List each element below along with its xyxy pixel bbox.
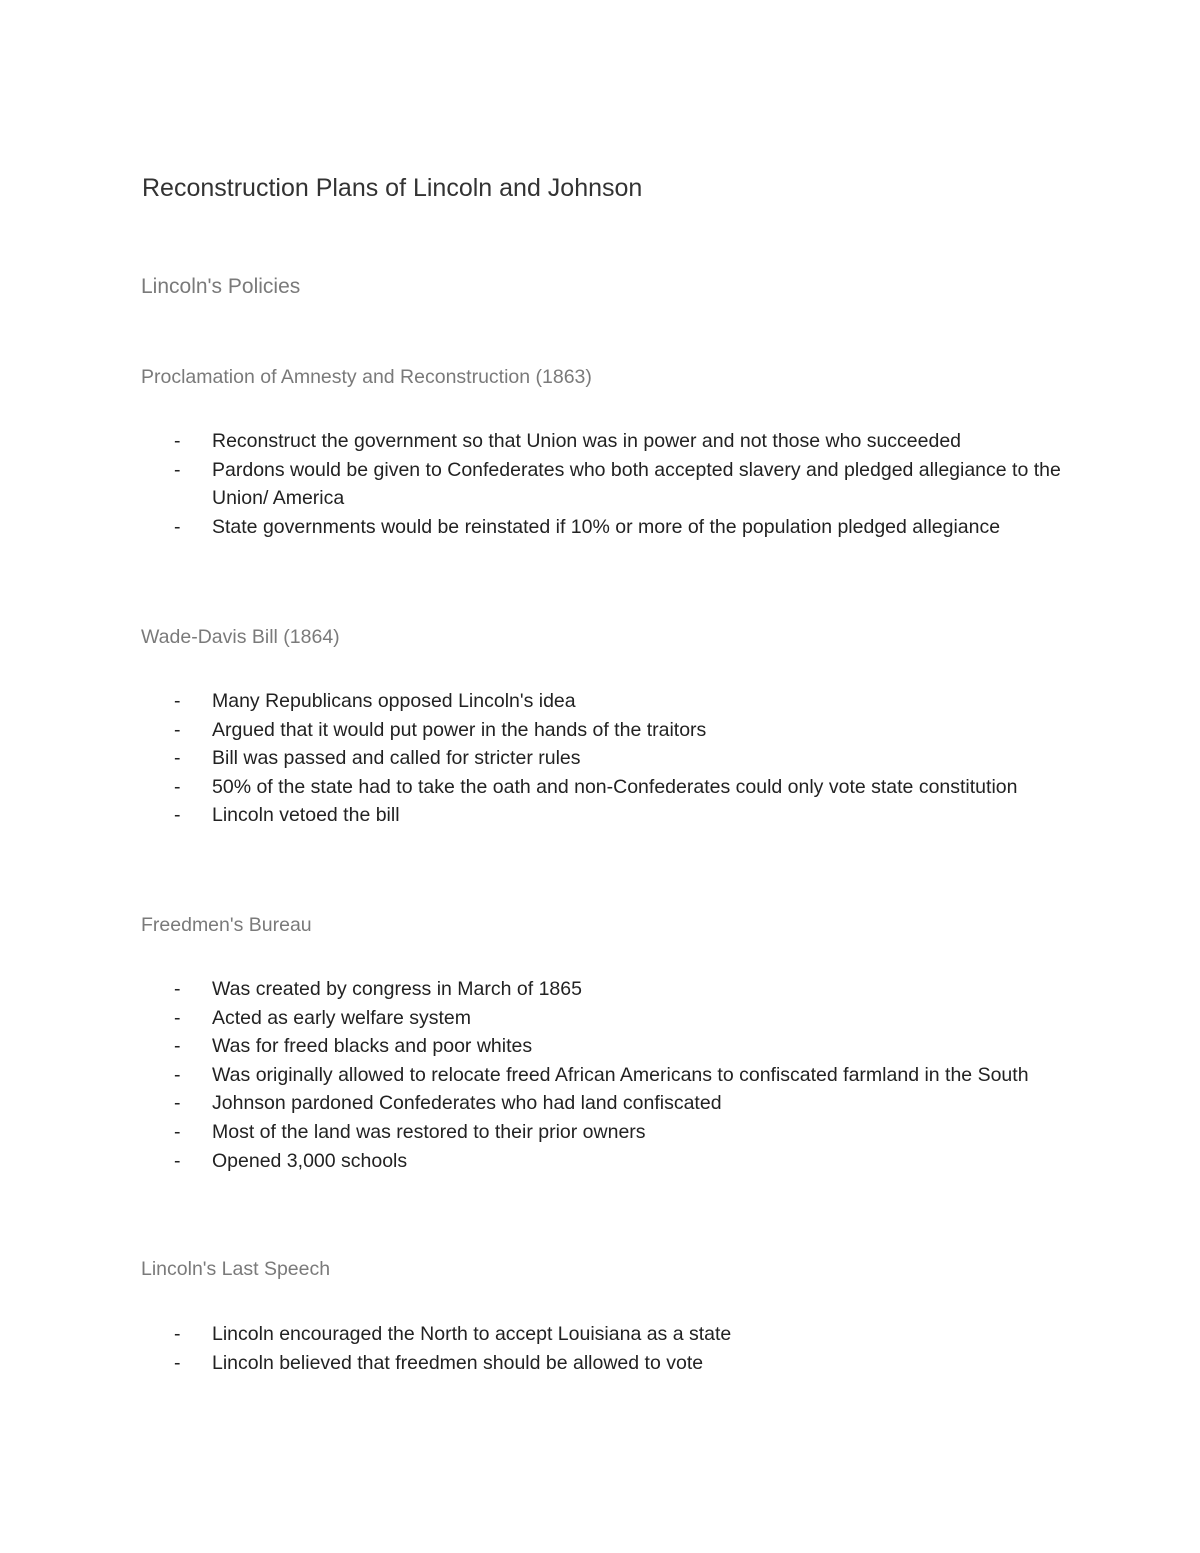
- list-item-text: Reconstruct the government so that Union was in power and not those who succeeded: [212, 430, 962, 452]
- bullet-list-freedmens-bureau: [0, 975, 1072, 1175]
- list-item: [0, 1118, 1072, 1147]
- list-item-text: Lincoln believed that freedmen should be allowed to vote: [212, 1351, 704, 1374]
- list-item: [0, 1032, 1072, 1061]
- bullet-dash: -: [174, 804, 181, 827]
- list-item-text: Was originally allowed to relocate freed African Americans to confiscated farmland in the South: [212, 1063, 1029, 1086]
- list-item: [0, 1089, 1072, 1118]
- list-item-text: Johnson pardoned Confederates who had land confiscated: [212, 1092, 722, 1115]
- bullet-dash: -: [174, 690, 181, 712]
- list-item: [0, 456, 1072, 513]
- document-title: Reconstruction Plans of Lincoln and Johnson: [142, 174, 643, 202]
- list-item-text: Acted as early welfare system: [212, 1006, 472, 1029]
- list-item: [0, 1061, 1072, 1090]
- section-subtitle: Lincoln's Policies: [141, 275, 301, 298]
- bullet-list-wade-davis: [0, 687, 1072, 830]
- list-item-text: Was for freed blacks and poor whites: [212, 1035, 533, 1058]
- bullet-list-last-speech: [0, 1320, 1072, 1377]
- bullet-dash: -: [174, 747, 181, 770]
- list-item: [0, 1320, 1072, 1349]
- list-item: [0, 1349, 1072, 1378]
- bullet-dash: -: [174, 1323, 181, 1345]
- list-item-text: Many Republicans opposed Lincoln's idea: [212, 690, 576, 712]
- list-item-text: Opened 3,000 schools: [212, 1149, 408, 1172]
- list-item-text: Most of the land was restored to their prior owners: [212, 1120, 646, 1143]
- list-item-text: 50% of the state had to take the oath and non-Confederates could only vote state constitution: [212, 775, 1018, 798]
- list-item: [0, 975, 1072, 1004]
- list-item: [0, 427, 1072, 456]
- bullet-dash: -: [174, 515, 181, 538]
- bullet-dash: -: [174, 1035, 181, 1058]
- bullet-dash: -: [174, 458, 181, 481]
- list-item: [0, 513, 1072, 542]
- section-heading-freedmens-bureau: Freedmen's Bureau: [141, 914, 312, 936]
- bullet-dash: -: [174, 775, 181, 798]
- list-item-text: Bill was passed and called for stricter rules: [212, 747, 581, 770]
- list-item: [0, 773, 1072, 802]
- bullet-list-proclamation: [0, 427, 1072, 541]
- bullet-dash: -: [174, 1149, 181, 1172]
- bullet-dash: -: [174, 1120, 181, 1143]
- list-item: [0, 801, 1072, 830]
- bullet-dash: -: [174, 1006, 181, 1029]
- section-heading-proclamation: Proclamation of Amnesty and Reconstruction (1863): [141, 366, 592, 388]
- bullet-dash: -: [174, 978, 181, 1000]
- bullet-dash: -: [174, 430, 181, 452]
- list-item-text: Lincoln vetoed the bill: [212, 804, 400, 827]
- list-item: [0, 1147, 1072, 1176]
- bullet-dash: -: [174, 1092, 181, 1115]
- list-item: [0, 716, 1072, 745]
- list-item: [0, 744, 1072, 773]
- section-heading-wade-davis: Wade-Davis Bill (1864): [141, 626, 340, 648]
- list-item-text: Was created by congress in March of 1865: [212, 978, 582, 1000]
- list-item: [0, 1004, 1072, 1033]
- bullet-dash: -: [174, 1351, 181, 1374]
- bullet-dash: -: [174, 1063, 181, 1086]
- bullet-dash: -: [174, 718, 181, 741]
- list-item-text: State governments would be reinstated if 10% or more of the population pledged allegiance: [212, 515, 1001, 538]
- section-heading-last-speech: Lincoln's Last Speech: [141, 1258, 331, 1280]
- list-item-text: Pardons would be given to Confederates who both accepted slavery and pledged allegiance to the Union/ America: [212, 458, 1061, 510]
- list-item-text: Argued that it would put power in the hands of the traitors: [212, 718, 707, 741]
- list-item-text: Lincoln encouraged the North to accept Louisiana as a state: [212, 1323, 732, 1345]
- list-item: [0, 687, 1072, 716]
